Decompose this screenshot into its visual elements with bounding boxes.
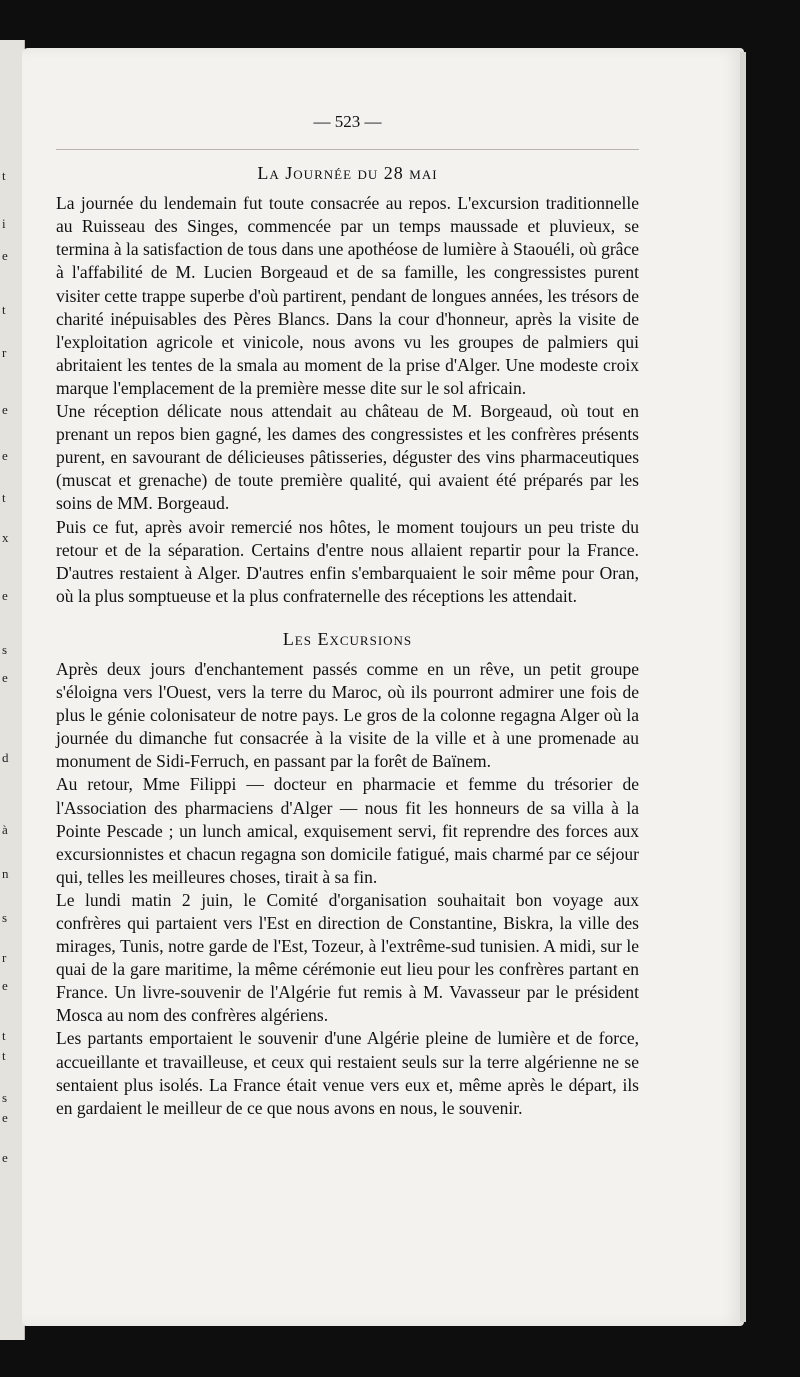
margin-fragment: e bbox=[2, 978, 8, 993]
header-rule bbox=[56, 149, 639, 150]
margin-fragment: r bbox=[2, 950, 7, 965]
margin-fragment: t bbox=[2, 1028, 6, 1043]
margin-fragment: i bbox=[2, 216, 6, 231]
margin-fragment: t bbox=[2, 490, 6, 505]
paragraph: Au retour, Mme Filippi — docteur en pharmacie et femme du trésorier de l'Association des pharmaciens d'Alger — nous fit les honneurs de sa villa à la Pointe Pescade ; un lunch amical, exquisement servi, fit reprendre des forces aux excursionnistes et chacun regagna son domicile fatigué, mais charmé par ce séjour qui, telles les meilleures choses, tirait à sa fin. bbox=[56, 774, 639, 887]
margin-fragment: e bbox=[2, 402, 8, 417]
page-edge bbox=[740, 52, 746, 1322]
margin-fragment: e bbox=[2, 448, 8, 463]
margin-fragment: t bbox=[2, 168, 6, 183]
book-page bbox=[22, 48, 744, 1326]
margin-fragment: t bbox=[2, 302, 6, 317]
margin-fragment: n bbox=[2, 866, 9, 881]
margin-fragment: x bbox=[2, 530, 9, 545]
paragraph: Une réception délicate nous attendait au château de M. Borgeaud, où tout en prenant un repos bien gagné, les dames des congressistes et les confrères présents purent, en savourant de délicieuses pâtisseries, déguster des vins pharmaceutiques (muscat et grenache) de toute première qualité, qui avaient été préparés par les soins de MM. Borgeaud. bbox=[56, 401, 639, 514]
paragraph: Puis ce fut, après avoir remercié nos hôtes, le moment toujours un peu triste du retour et de la séparation. Certains d'entre nous allaient repartir pour la France. D'autres restaient à Alger. D'autres enfin s'embarquaient le soir même pour Oran, où la plus somptueuse et la plus confraternelle des réceptions les attendait. bbox=[56, 516, 639, 606]
margin-fragment: d bbox=[2, 750, 9, 765]
margin-fragment: s bbox=[2, 1090, 8, 1105]
paragraph: Le lundi matin 2 juin, le Comité d'organisation souhaitait bon voyage aux confrères qui partaient vers l'Est en direction de Constantine, Biskra, la ville des mirages, Tunis, notre garde de l'Est, Tozeur, à l'extrême-sud tunisien. A midi, sur le quai de la gare maritime, la même cérémonie eut lieu pour les confrères partant en France. Un livre-souvenir de l'Algérie fut remis à M. Vavasseur par le président Mosca au nom des confrères algériens. bbox=[56, 889, 639, 1026]
paragraph: Les partants emportaient le souvenir d'une Algérie pleine de lumière et de force, accueillante et travailleuse, et ceux qui restaient seuls sur la terre algérienne ne se sentaient plus isolés. La France était venue vers eux et, même après le départ, ils en gardaient le meilleur de ce que nous avons en nous, le souvenir. bbox=[56, 1028, 639, 1118]
section-title-journee: La Journée du 28 mai bbox=[257, 163, 438, 184]
margin-fragment: à bbox=[2, 822, 8, 837]
margin-fragment: e bbox=[2, 1150, 8, 1165]
page-text bbox=[56, 110, 639, 1120]
margin-fragment: r bbox=[2, 345, 7, 360]
paragraph: Après deux jours d'enchantement passés comme en un rêve, un petit groupe s'éloigna vers l'Ouest, vers la terre du Maroc, où ils pourront admirer une fois de plus le génie colonisateur de notre pays. Le gros de la colonne regagna Alger où la journée du dimanche fut consacrée à la visite de la ville et à une promenade au monument de Sidi-Ferruch, en passant par la forêt de Baïnem. bbox=[56, 658, 639, 772]
paragraph: La journée du lendemain fut toute consacrée au repos. L'excursion traditionnelle au Ruisseau des Singes, commencée par un temps maussade et pluvieux, se termina à la satisfaction de tous dans une apothéose de lumière à Staouéli, où grâce à l'affabilité de M. Lucien Borgeaud et de sa famille, les congressistes purent visiter cette trappe superbe d'où partirent, pendant de longues années, les trésors de charité inépuisables des Pères Blancs. Dans la cour d'honneur, après la visite de l'exploitation agricole et vinicole, nous avons vu les groupes de palmiers qui abritaient les tentes de la smala au moment de la prise d'Alger. Une modeste croix marque l'emplacement de la première messe dite sur le sol africain. bbox=[56, 193, 639, 398]
margin-fragment: s bbox=[2, 910, 8, 925]
margin-fragment: e bbox=[2, 670, 8, 685]
section-title-excursions: Les Excursions bbox=[282, 628, 413, 649]
margin-fragment: e bbox=[2, 248, 8, 263]
margin-fragment: e bbox=[2, 1110, 8, 1125]
margin-fragment: s bbox=[2, 642, 8, 657]
page-number: — 523 — bbox=[313, 112, 382, 131]
margin-fragment: t bbox=[2, 1048, 6, 1063]
margin-fragment: e bbox=[2, 588, 8, 603]
